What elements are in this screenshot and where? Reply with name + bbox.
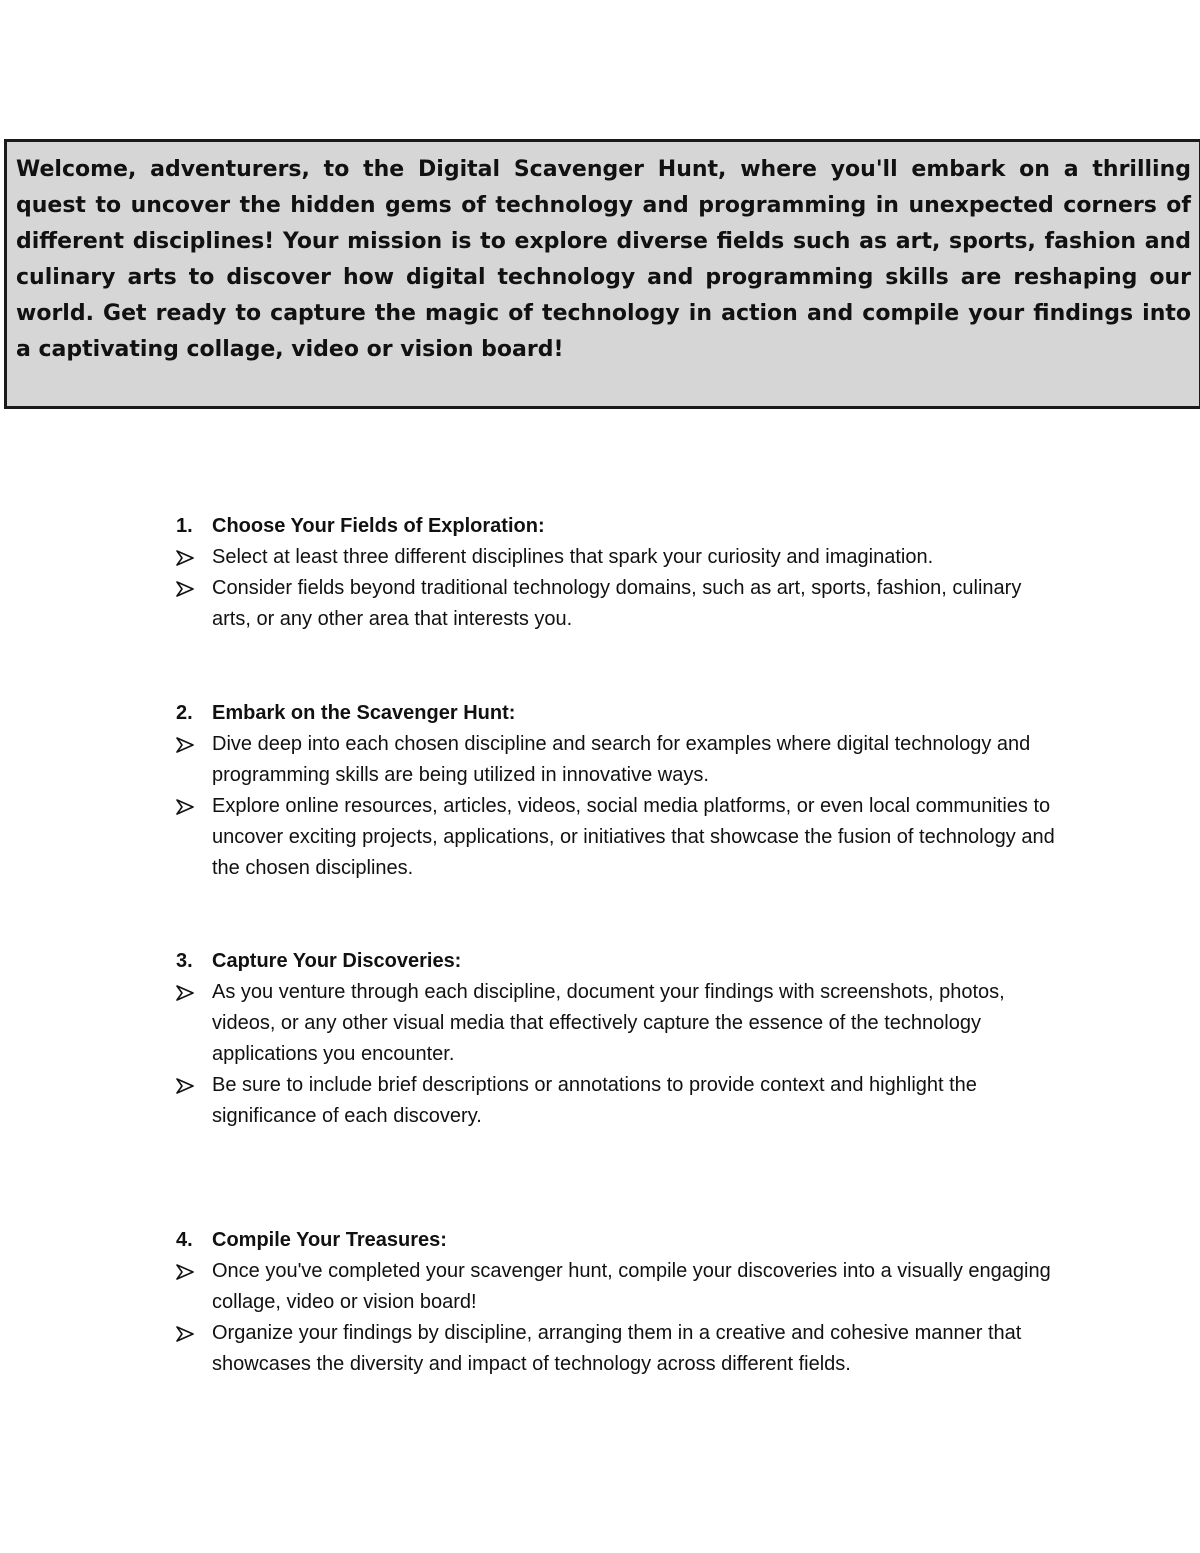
step-heading (176, 946, 1076, 977)
list-item-text: Be sure to include brief descriptions or annotations to provide context and highlight the significance of each discovery. (212, 1074, 977, 1127)
step-number: 1. (176, 515, 193, 537)
step-4 (176, 1225, 1076, 1380)
list-item (176, 1318, 1076, 1380)
list-item (176, 1256, 1076, 1318)
list-item-text: Explore online resources, articles, videos, social media platforms, or even local communities to uncover exciting projects, applications, or initiatives that showcase the fusion of technology and the chosen disciplines. (212, 795, 1055, 879)
arrowhead-bullet-icon (176, 729, 212, 760)
arrowhead-bullet-icon (176, 1256, 212, 1287)
arrowhead-bullet-icon (176, 1070, 212, 1101)
step-heading (176, 1225, 1076, 1256)
arrowhead-bullet-icon (176, 1318, 212, 1349)
step-title: Choose Your Fields of Exploration: (212, 515, 545, 537)
list-item-text: Dive deep into each chosen discipline and search for examples where digital technology and programming skills are being utilized in innovative ways. (212, 733, 1031, 786)
list-item-text: Select at least three different disciplines that spark your curiosity and imagination. (212, 546, 934, 568)
step-1 (176, 511, 1076, 635)
step-3 (176, 946, 1076, 1132)
list-item-text: Consider fields beyond traditional technology domains, such as art, sports, fashion, culinary arts, or any other area that interests you. (212, 577, 1022, 630)
list-item (176, 542, 1076, 573)
arrowhead-bullet-icon (176, 542, 212, 573)
list-item (176, 729, 1076, 791)
list-item (176, 791, 1076, 884)
list-item-text: As you venture through each discipline, document your findings with screenshots, photos, videos, or any other visual media that effectively capture the essence of the technology applications you encounter. (212, 981, 1005, 1065)
step-title: Capture Your Discoveries: (212, 950, 462, 972)
step-number: 2. (176, 702, 193, 724)
arrowhead-bullet-icon (176, 977, 212, 1008)
arrowhead-bullet-icon (176, 791, 212, 822)
step-heading (176, 511, 1076, 542)
step-number: 3. (176, 950, 193, 972)
step-heading (176, 698, 1076, 729)
step-title: Compile Your Treasures: (212, 1229, 447, 1251)
step-2 (176, 698, 1076, 884)
list-item (176, 1070, 1076, 1132)
list-item-text: Organize your findings by discipline, arranging them in a creative and cohesive manner that showcases the diversity and impact of technology across different fields. (212, 1322, 1022, 1375)
step-number: 4. (176, 1229, 193, 1251)
arrowhead-bullet-icon (176, 573, 212, 604)
list-item (176, 977, 1076, 1070)
list-item-text: Once you've completed your scavenger hunt, compile your discoveries into a visually engaging collage, video or vision board! (212, 1260, 1051, 1313)
list-item (176, 573, 1076, 635)
intro-text: Welcome, adventurers, to the Digital Scavenger Hunt, where you'll embark on a thrilling quest to uncover the hidden gems of technology and programming in unexpected corners of different disciplines! Your mission is to explore diverse fields such as art, sports, fashion and culinary arts to discover how digital technology and programming skills are reshaping our world. Get ready to capture the magic of technology in action and compile your findings into a captivating collage, video or vision board! (16, 157, 1191, 362)
intro-box (4, 139, 1200, 409)
step-title: Embark on the Scavenger Hunt: (212, 702, 516, 724)
